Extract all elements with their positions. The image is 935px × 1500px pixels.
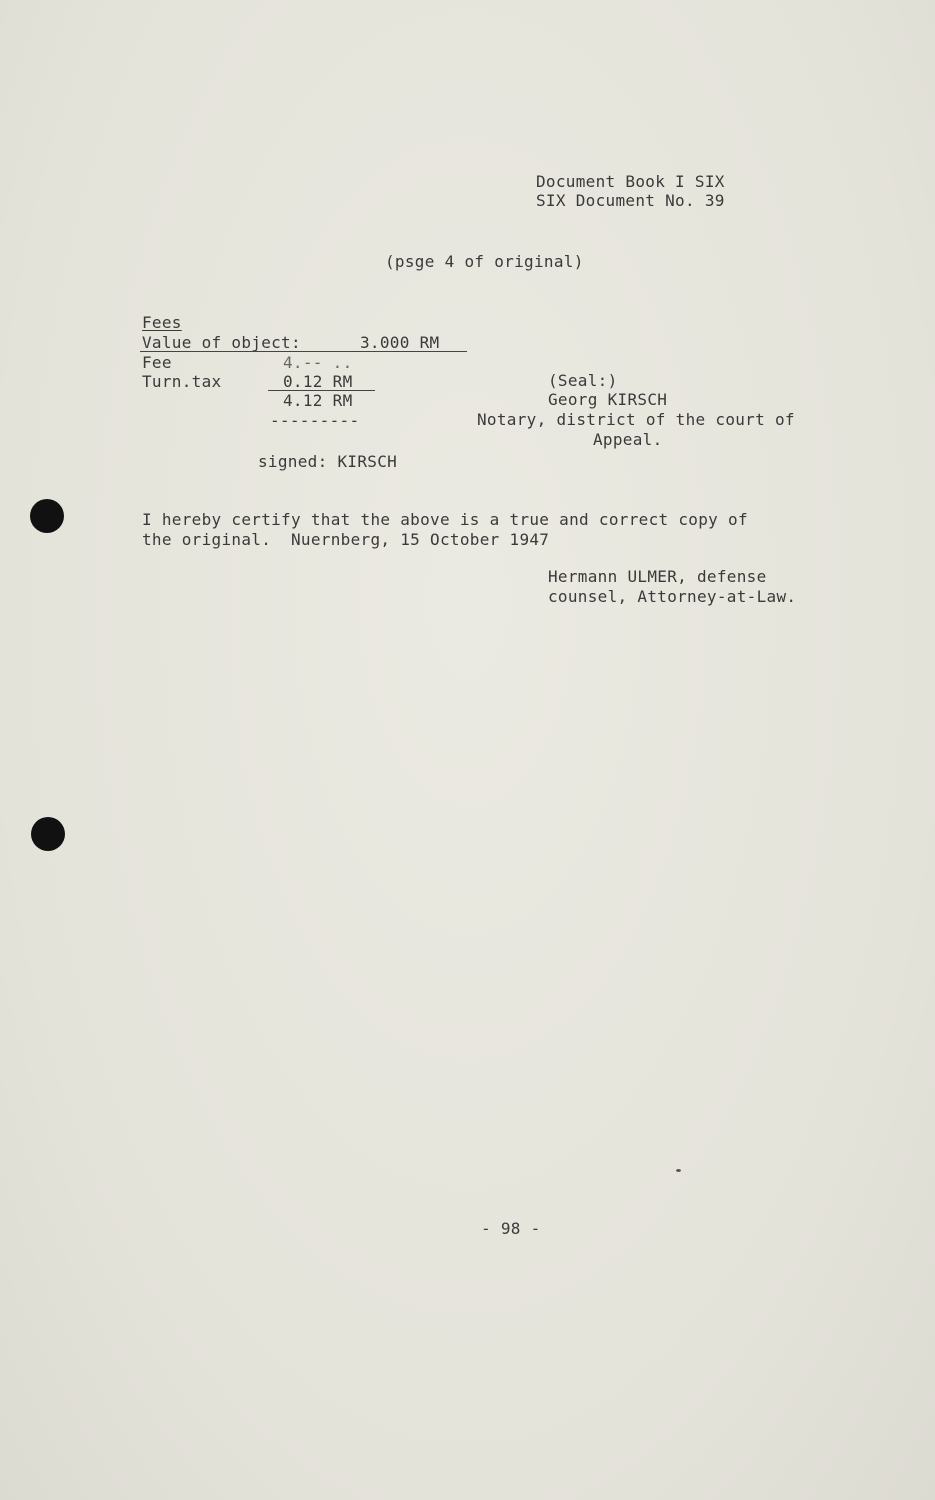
punch-hole-top [30,499,64,533]
value-underline [140,351,467,352]
fee-label: Fee [142,353,172,372]
certification-line-2: the original. Nuernberg, 15 October 1947 [142,530,550,549]
notary-title-line-2: Appeal. [593,430,663,449]
certification-line-1: I hereby certify that the above is a true and correct copy of [142,510,748,529]
total-amount: 4.12 RM [283,391,353,410]
page-number: - 98 - [481,1219,541,1238]
tax-amount: 0.12 RM [283,372,353,391]
notary-name: Georg KIRSCH [548,390,668,409]
seal-label: (Seal:) [548,371,618,390]
value-label: Value of object: [142,333,301,352]
header-line-1: Document Book I SIX [536,172,725,191]
ink-speck [676,1169,681,1172]
value-amount: 3.000 RM [360,333,440,352]
header-line-2: SIX Document No. 39 [536,191,725,210]
tax-label: Turn.tax [142,372,222,391]
dash-line: --------- [270,411,360,430]
notary-title-line-1: Notary, district of the court of [477,410,795,429]
counsel-line-2: counsel, Attorney-at-Law. [548,587,797,606]
fee-amount: 4.-- .. [283,353,353,372]
signed-line: signed: KIRSCH [258,452,398,471]
fees-heading: Fees [142,313,182,332]
counsel-line-1: Hermann ULMER, defense [548,567,767,586]
punch-hole-bottom [31,817,65,851]
page-note: (psge 4 of original) [385,252,584,271]
